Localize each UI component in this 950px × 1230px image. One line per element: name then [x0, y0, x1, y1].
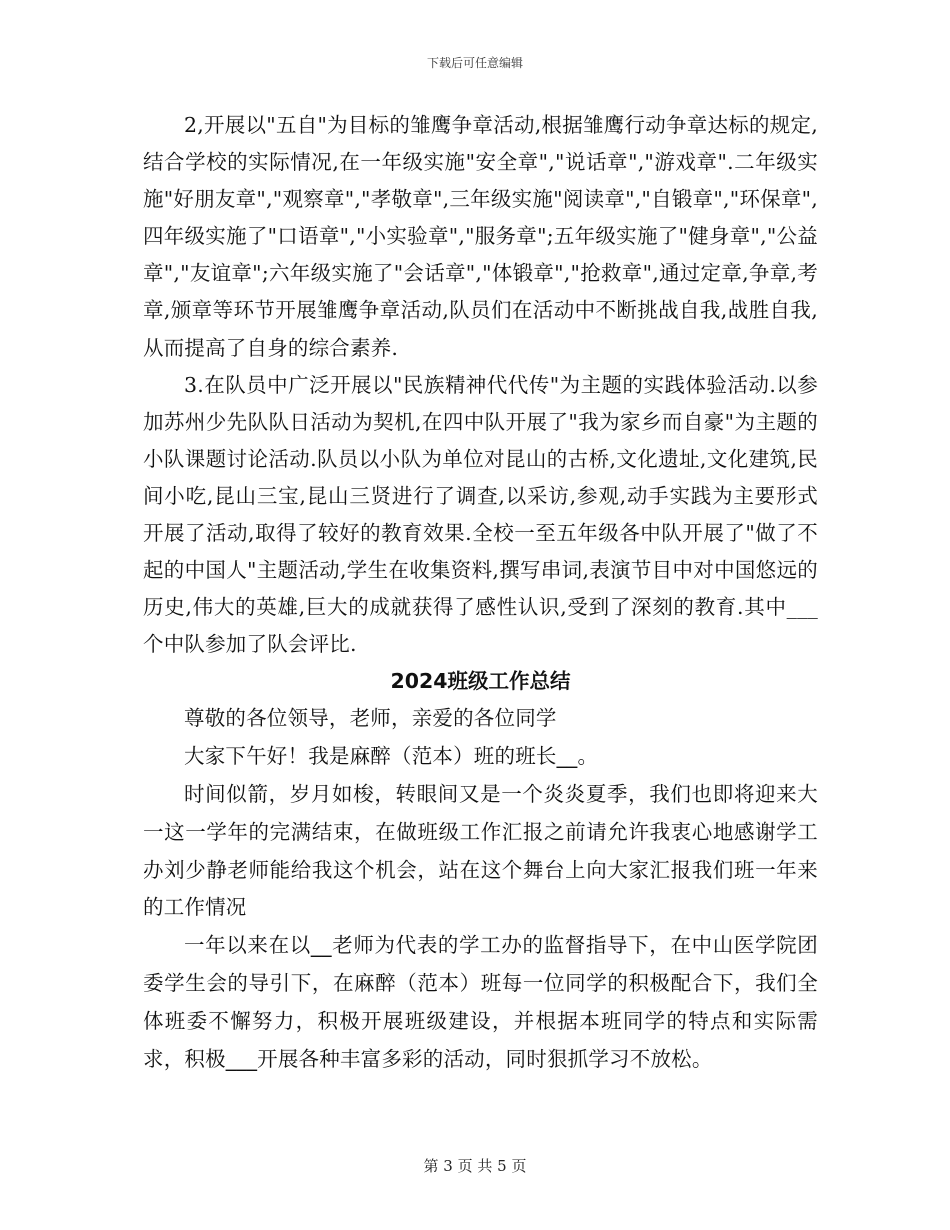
paragraph-year-summary: 一年以来在以__老师为代表的学工办的监督指导下，在中山医学院团委学生会的导引下，在麻醉（范本）班每一位同学的积极配合下，我们全体班委不懈努力，积极开展班级建设，并根据本班同学的特点和实际需求，积极___开展各种丰富多彩的活动，同时狠抓学习不放松。 — [143, 933, 818, 1071]
paragraph-introduction: 大家下午好！我是麻醉（范本）班的班长__。 — [184, 744, 599, 769]
document-body — [143, 107, 818, 1078]
paragraph-badge-activities: 2,开展以"五自"为目标的雏鹰争章活动,根据雏鹰行动争章达标的规定,结合学校的实际情况,在一年级实施"安全章","说话章","游戏章".二年级实施"好朋友章","观察章","孝敬章",三年级实施"阅读章","自锻章","环保章",四年级实施了"口语章","小实验章","服务章";五年级实施了"健身章","公益章","友谊章";六年级实施了"会话章","体锻章","抢救章",通过定章,争章,考章,颁章等环节开展雏鹰争章活动,队员们在活动中不断挑战自我,战胜自我,从而提高了自身的综合素养. — [143, 113, 818, 360]
paragraph-national-spirit: 3.在队员中广泛开展以"民族精神代代传"为主题的实践体验活动.以参加苏州少先队队日活动为契机,在四中队开展了"我为家乡而自豪"为主题的小队课题讨论活动.队员以小队为单位对昆山的古桥,文化遗址,文化建筑,民间小吃,昆山三宝,昆山三贤进行了调查,以采访,参观,动手实践为主要形式开展了活动,取得了较好的教育效果.全校一至五年级各中队开展了"做了不起的中国人"主题活动,学生在收集资料,撰写串词,表演节目中对中国悠远的历史,伟大的英雄,巨大的成就获得了感性认识,受到了深刻的教育.其中___个中队参加了队会评比. — [143, 372, 818, 657]
page-header-note: 下载后可任意编辑 — [426, 56, 523, 70]
paragraph-time-passing: 时间似箭，岁月如梭，转眼间又是一个炎炎夏季，我们也即将迎来大一这一学年的完满结束，在做班级工作汇报之前请允许我衷心地感谢学工办刘少静老师能给我这个机会，站在这个舞台上向大家汇报我们班一年来的工作情况 — [143, 782, 818, 920]
page-number-footer: 第 3 页 共 5 页 — [423, 1157, 527, 1175]
paragraph-greeting: 尊敬的各位领导，老师，亲爱的各位同学 — [184, 706, 557, 731]
section-title: 2024班级工作总结 — [390, 669, 571, 694]
